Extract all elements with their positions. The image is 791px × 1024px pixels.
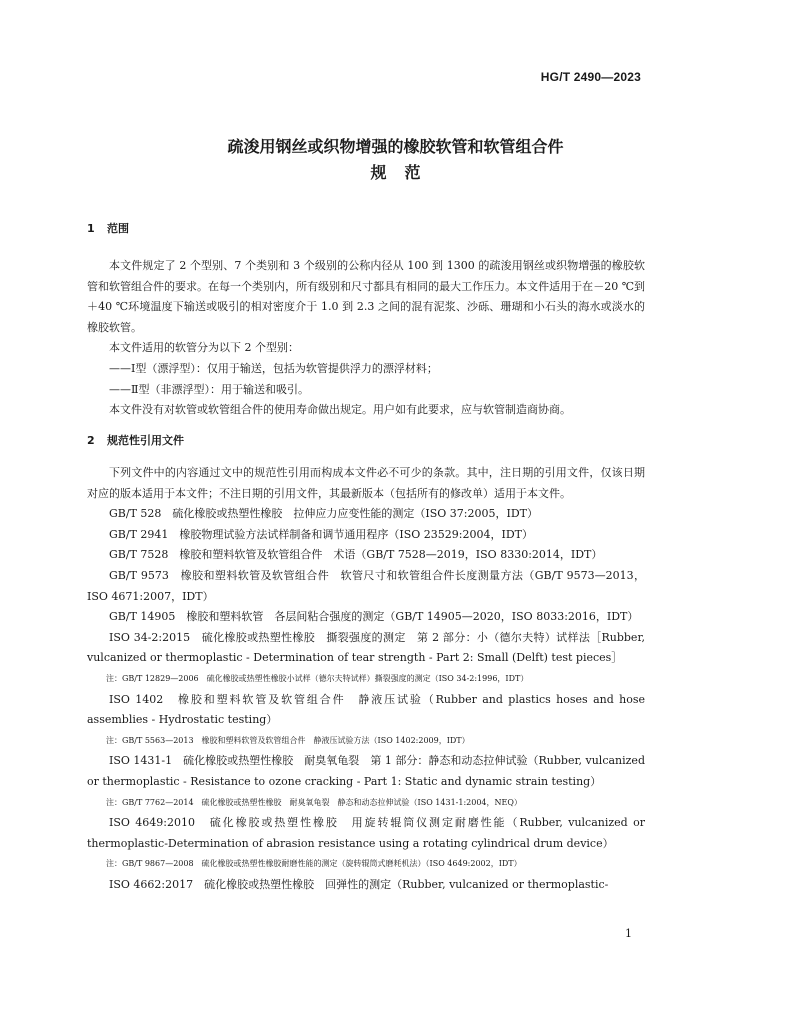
section-title: 规范性引用文件 (107, 434, 184, 447)
list-item: ——Ⅱ型（非漂浮型）：用于输送和吸引。 (109, 382, 309, 396)
section-number: 1 (87, 222, 95, 235)
reference-item: GB/T 528 硫化橡胶或热塑性橡胶 拉伸应力应变性能的测定（ISO 37:2005，IDT） (109, 507, 538, 521)
reference-item: ISO 4649:2010 硫化橡胶或热塑性橡胶 用旋转辊筒仪测定耐磨性能（Rubber, vulcanized or thermoplastic-Determination of abrasion resistance using a rotating cylindrical drum device） (87, 816, 645, 850)
reference-item: ISO 4662:2017 硫化橡胶或热塑性橡胶 回弹性的测定（Rubber, vulcanized or thermoplastic- (109, 877, 609, 891)
section-title: 范围 (107, 222, 129, 235)
paragraph: 本文件没有对软管或软管组合件的使用寿命做出规定。用户如有此要求，应与软管制造商协商。 (109, 403, 571, 417)
reference-item: GB/T 14905 橡胶和塑料软管 各层间粘合强度的测定（GB/T 14905—2020，ISO 8033:2016，IDT） (109, 610, 639, 624)
reference-item: ISO 34-2:2015 硫化橡胶或热塑性橡胶 撕裂强度的测定 第 2 部分：小（德尔夫特）试样法［Rubber, vulcanized or thermoplastic - Determination of tear strength - Part 2: Small (Delft) test pieces］ (87, 630, 645, 665)
section-2-body (87, 463, 645, 895)
reference-note: 注：GB/T 7762—2014 硫化橡胶或热塑性橡胶 耐臭氧龟裂 静态和动态拉伸试验（ISO 1431-1:2004，NEQ） (106, 797, 522, 807)
reference-note: 注：GB/T 5563—2013 橡胶和塑料软管及软管组合件 静液压试验方法（ISO 1402:2009，IDT） (106, 735, 470, 745)
section-number: 2 (87, 434, 95, 447)
section-1-heading (87, 220, 129, 236)
reference-note: 注：GB/T 9867—2008 硫化橡胶或热塑性橡胶耐磨性能的测定（旋转辊筒式磨耗机法）（ISO 4649:2002，IDT） (106, 859, 522, 869)
document-title: 疏浚用钢丝或织物增强的橡胶软管和软管组合件 (227, 137, 564, 156)
paragraph: 本文件适用的软管分为以下 2 个型别： (109, 341, 299, 355)
reference-item: ISO 1402 橡胶和塑料软管及软管组合件 静液压试验（Rubber and plastics hoses and hose assemblies - Hydrostatic testing） (87, 692, 645, 727)
reference-item: GB/T 2941 橡胶物理试验方法试样制备和调节通用程序（ISO 23529:2004，IDT） (109, 527, 533, 541)
document-subtitle: 规范 (370, 163, 439, 182)
reference-note: 注：GB/T 12829—2006 硫化橡胶或热塑性橡胶小试样（德尔夫特试样）撕裂强度的测定（ISO 34-2:1996，IDT） (106, 673, 529, 683)
section-2-heading (87, 432, 184, 448)
reference-item: GB/T 7528 橡胶和塑料软管及软管组合件 术语（GB/T 7528—2019，ISO 8330:2014，IDT） (109, 548, 603, 562)
section-1-body (87, 256, 645, 421)
list-item: ——Ⅰ型（漂浮型）：仅用于输送，包括为软管提供浮力的漂浮材料； (109, 361, 438, 375)
standard-code: HG/T 2490—2023 (540, 70, 641, 84)
reference-item: GB/T 9573 橡胶和塑料软管及软管组合件 软管尺寸和软管组合件长度测量方法（GB/T 9573—2013，ISO 4671:2007，IDT） (87, 568, 645, 603)
paragraph: 下列文件中的内容通过文中的规范性引用而构成本文件必不可少的条款。其中，注日期的引用文件，仅该日期对应的版本适用于本文件；不注日期的引用文件，其最新版本（包括所有的修改单）适用于本文件。 (87, 466, 645, 500)
reference-item: ISO 1431-1 硫化橡胶或热塑性橡胶 耐臭氧龟裂 第 1 部分：静态和动态拉伸试验（Rubber, vulcanized or thermoplastic - Resistance to ozone cracking - Part 1: Static and dynamic strain testing） (87, 754, 645, 788)
page-number: 1 (625, 927, 632, 940)
paragraph: 本文件规定了 2 个型别、7 个类别和 3 个级别的公称内径从 100 到 1300 的疏浚用钢丝或织物增强的橡胶软管和软管组合件的要求。在每一个类别内，所有级别和尺寸都具有相同的最大工作压力。本文件适用于在－20 ℃到＋40 ℃环境温度下输送或吸引的相对密度介于 1.0 到 2.3 之间的混有泥浆、沙砾、珊瑚和小石头的海水或淡水的橡胶软管。 (87, 259, 645, 334)
